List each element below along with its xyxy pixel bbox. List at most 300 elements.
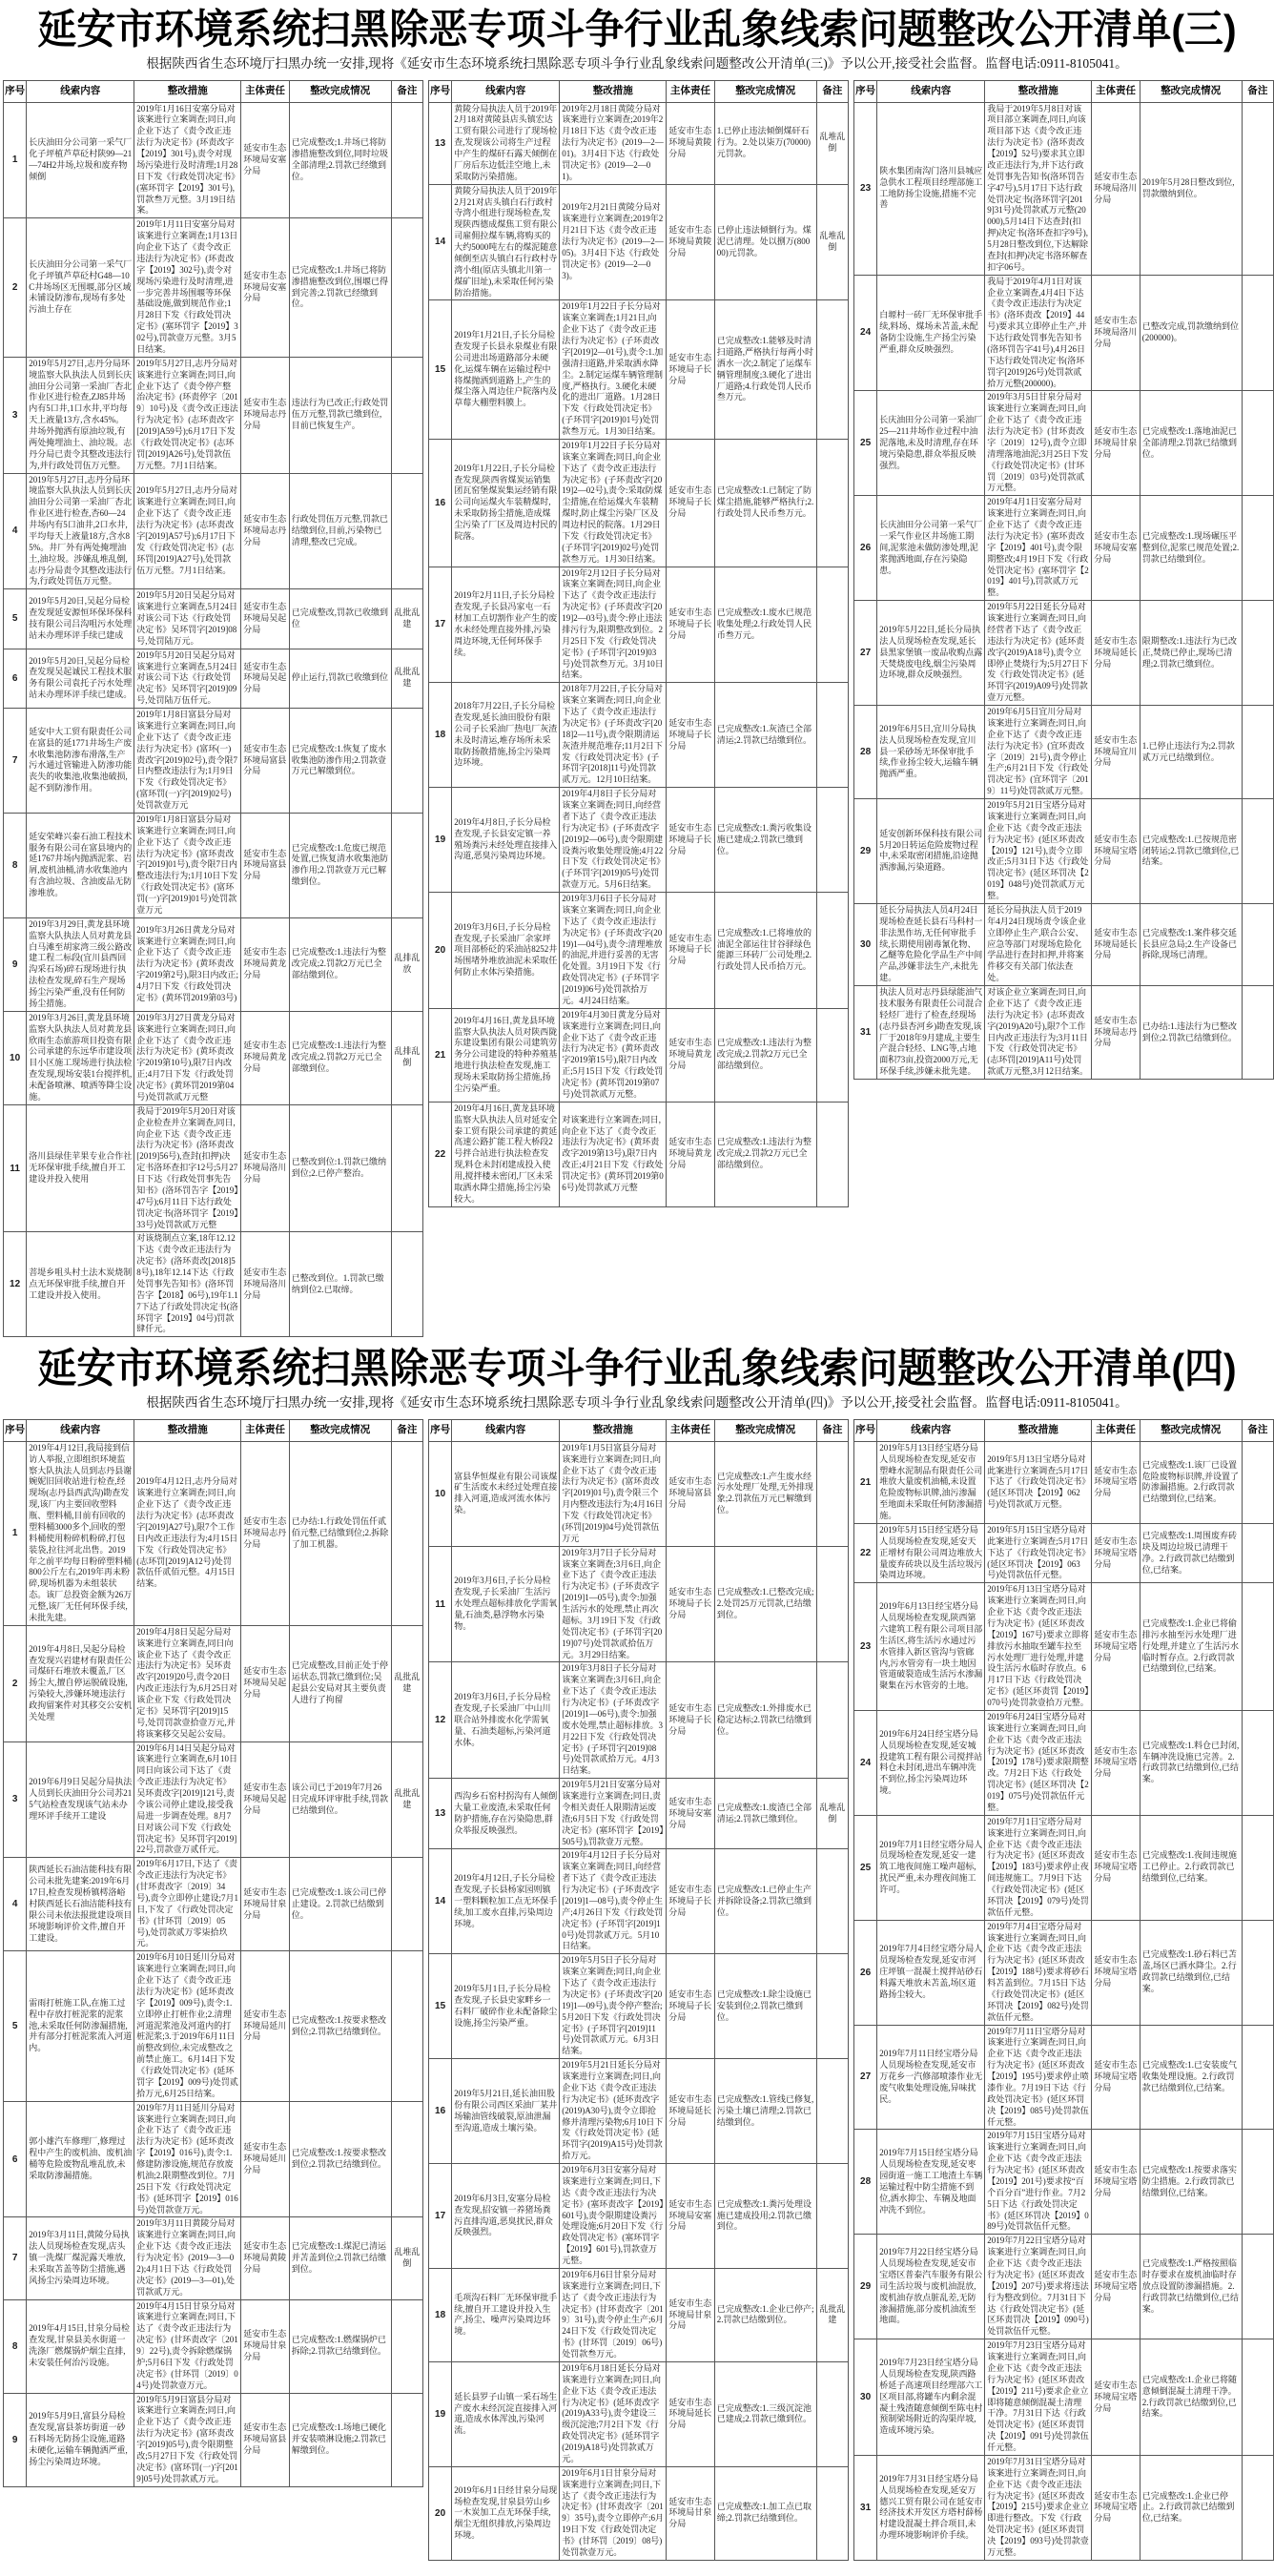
note-cell: 乱批乱建 — [391, 1625, 422, 1741]
row-number-cell: 18 — [429, 683, 452, 788]
responsibility-cell: 延安市生态环境局延川分局 — [241, 1951, 289, 2101]
row-number-cell: 24 — [854, 275, 877, 391]
status-cell: 已完成整改:1.危废已规范处置,已恢复清水收集池防渗作用;2.罚款壹万元已解缴到位。 — [289, 813, 391, 917]
status-cell: 已完成整改:1.按要求整改到位;2.罚款已结缴到位。 — [289, 1951, 391, 2101]
row-number-cell: 26 — [854, 1920, 877, 2025]
table-row — [4, 357, 423, 473]
table-row — [854, 2235, 1274, 2339]
responsibility-cell: 延安市生态环境局子长分局 — [667, 1546, 714, 1662]
note-cell — [1242, 1920, 1273, 2025]
table-header-row — [854, 80, 1274, 102]
measure-cell: 2019年1月8日富县分局对该案进行立案调查;同日,向企业下达了《责令改正违法行为决定书》(富环责改字[2019]01号),责令限7日内整改违法行为;1月10日下发《行政处罚决定书》(富环罚(一)字[2019]01号)处罚款壹万元 — [134, 813, 241, 917]
column-header: 备注 — [391, 80, 422, 102]
measure-cell: 2019年5月15日宝塔分局对此案进行立案调查;5月17日下达了《行政处罚决定书》(延区环罚决【2019】063号)处罚款伍仟元整。 — [985, 1523, 1092, 1582]
table-row — [429, 102, 849, 184]
status-cell: 已完成整改:1.废水已规范收集处理;2.行政处罚人民币叁万元。 — [714, 567, 816, 683]
clue-cell: 延长分局执法人员4月24日现场检查延长县石马科村一非法黑作坊,无任何审批手续,长期使用剧毒氰化物、乙醚等危险化学品生产中间产品,涉嫌非法生产,未批先建。 — [877, 903, 985, 985]
note-cell — [391, 218, 422, 358]
table-row — [4, 1858, 423, 1951]
note-cell — [816, 1102, 848, 1206]
responsibility-cell: 延安市生态环境局富县分局 — [241, 709, 289, 814]
status-cell: 已完成整改:1.外排废水已稳定达标;2.罚款已结缴到位。 — [714, 1662, 816, 1779]
note-cell — [816, 2361, 848, 2466]
table-row — [4, 473, 423, 589]
row-number-cell: 12 — [4, 1232, 27, 1337]
note-cell — [391, 1858, 422, 1951]
row-number-cell: 9 — [4, 2393, 27, 2486]
status-cell: 该公司已于2019年7月26日完成环评审批手续,罚款已结缴到位。 — [289, 1741, 391, 1858]
note-cell: 乱批乱建 — [816, 2268, 848, 2361]
column-header: 整改措施 — [560, 1419, 667, 1441]
column-header: 序号 — [854, 1419, 877, 1441]
measure-cell: 2019年3月8日子长分局对该案立案调查;3月6日,向企业下达了《责令改正违法行为决定书》(子环责改字[2019]1—06号),责令:加强废水处理,禁止超标排放。3月22日下发《行政处罚决定书》(子环罚字[2019]08号)处罚款贰拾万元。4月3日结案。 — [560, 1662, 667, 1779]
note-cell — [391, 2393, 422, 2486]
table-row — [854, 799, 1274, 904]
responsibility-cell: 延安市生态环境局富县分局 — [241, 813, 289, 917]
clue-cell: 2019年5月27日,志丹分局环境监察大队执法人员到长庆油田分公司第一采油厂杏北作业区进行检查,ZJ85井场内有5口井,1口水井,平均每天上液量13方,含水45%。井场外抛洒有原油垃圾,有两处掩埋油土、油垃圾。志丹分局已责令其整改违法行为,并行政处罚伍万元整。 — [27, 357, 134, 473]
measure-cell: 2019年6月5日宜川分局对该案进行立案调查;同日,向企业下达了《责令改正违法行为决定书》(宜环责改字〔2019〕21号),责令停止生产;6月21日下发《行政处罚决定书》(宜环罚字〔2019〕11号)处罚款贰万元整。 — [985, 706, 1092, 799]
column-header: 整改完成情况 — [289, 80, 391, 102]
notice-section-4 — [0, 1347, 1274, 2561]
row-number-cell: 24 — [854, 1710, 877, 1815]
measure-cell: 2019年5月9日富县分局对该案进行立案调查;同日,向企业下达了《责令改正违法行为决定书》(富环责改字[2019]05号),责令限期整改;5月27日下发《行政处罚决定书》(富环罚(一)字[2019]05号)处罚款贰万元。 — [134, 2393, 241, 2486]
clue-cell: 2019年5月27日,志丹分局环境监察大队执法人员到长庆油田分公司第一采油厂杏北作业区进行检查,杏60—24井场内有5口油井,2口水井,平均每天上液量18方,含水85%。井厂外有两处掩埋油土,油垃圾。涉嫌乱堆乱倒,志丹分局责令其整改违法行为,行政处罚伍万元整。 — [27, 473, 134, 589]
clue-cell: 2019年4月8日,子长分局检查发现,子长县安定镇一养殖场粪污未经处理直接排入沟道,恶臭污染周边环境。 — [452, 788, 560, 893]
status-cell: 已停止违法倾倒行为。煤泥已清理。处以捌万(80000)元罚款。 — [714, 184, 816, 300]
clue-cell: 2019年3月6日,子长分局检查发现,子长采油厂生活污水处理点超标排放化学需氧量,石油类,悬浮物水污染物。 — [452, 1546, 560, 1662]
column-header: 整改完成情况 — [714, 80, 816, 102]
measure-cell: 2019年6月10日延川分局对该案进行立案调查;同日,向企业下达了《责令改正违法行为决定书》(延环责改字【2019】009号),责令:1.立即停止打桩作业;2.清理河道泥浆池及河道内的打桩泥浆;3.于2019年6月11日前整改到位,未完成整改之前禁止施工。6月14日下发《行政处罚决定书》(延环罚字【2019】009号)处罚贰拾万元,6月25日结案。 — [134, 1951, 241, 2101]
note-cell — [391, 1232, 422, 1337]
table-row — [429, 2466, 849, 2560]
row-number-cell: 22 — [429, 1102, 452, 1206]
measure-cell: 我局于2019年5月8日对该项目部立案调查,同日,向该项目部下达《责令改正违法行为决定书》(洛环责改【2019】52号)要求其立即改正违法行为,并下达行政处罚事先告知书(洛环罚告字47号),5月17日下达行政处罚决定书(洛环罚字[2019]31号)处罚款贰万元整(20000),5月14日下达查封(扣押)决定书(洛环查扣字9号),5月28日整改到位,下达解除查封(扣押)决定书洛环解查扣字06号。 — [985, 102, 1092, 275]
row-number-cell: 31 — [854, 986, 877, 1080]
measure-cell: 2019年4月8日子长分局对该案立案调查;同日,向经营者下达了《责令改正违法行为决定书》(子环责改字[2019]2—06号),责令限期建设粪污收集处理设施;4月22日下发《行政处罚决定书》(子环罚字[2019]05号)处罚款壹万元。5月6日结案。 — [560, 788, 667, 893]
note-cell — [391, 813, 422, 917]
status-cell: 已完成整改:1.管线已修复,污染土壤已清理;2.罚款已结缴到位。 — [714, 2059, 816, 2164]
responsibility-cell: 延安市生态环境局宝塔分局 — [1092, 1815, 1140, 1920]
measure-cell: 2019年6月17日,下达了《责令改正违法行为决定书》(甘环责改字〔2019〕34号),责令立即停止建设;7月1日,下发了《行政处罚决定书》(甘环罚〔2019〕05号),处罚款贰万零柒拾玖元。 — [134, 1858, 241, 1951]
row-number-cell: 6 — [4, 2101, 27, 2217]
table-row — [4, 102, 423, 218]
responsibility-cell: 延安市生态环境局志丹分局 — [241, 473, 289, 589]
measure-cell: 2019年3月11日黄陵分局对该案进行立案调查;同日,向企业下达《责令改正违法行为决定书》(2019—3—02);4月1日下达《行政处罚决定书》(2019—3—01),处罚款贰万元。 — [134, 2217, 241, 2299]
table-row — [854, 2455, 1274, 2560]
status-cell: 已完成整改:1.废渣已全部清运;2.罚款已缴到位。 — [714, 1779, 816, 1849]
responsibility-cell: 延安市生态环境局吴起分局 — [241, 1625, 289, 1741]
measure-cell: 2019年3月7日子长分局对该案立案调查;3月6日,向企业下达了《责令改正违法行为决定书》(子环责改字[2019]1—05号),责令:加强生活污水的处理,禁止再次超标。3月19日下发《行政处罚决定书》(子环罚字[2019]07号)处罚款贰拾伍万元。3月29日结案。 — [560, 1546, 667, 1662]
table-row — [4, 218, 423, 358]
note-cell: 乱堆乱倒 — [816, 184, 848, 300]
notice-table — [0, 1419, 1274, 2561]
table-row — [429, 893, 849, 1009]
table-row — [4, 1104, 423, 1232]
row-number-cell: 19 — [429, 788, 452, 893]
clue-cell: 2019年5月15日经宝塔分局人员现场检查发现,延安天正增材有限公司周边堆放大量废弃砖块以及生活垃圾污染周边环境。 — [877, 1523, 985, 1582]
row-number-cell: 16 — [429, 439, 452, 567]
column-header: 线索内容 — [877, 1419, 985, 1441]
clue-cell: 陕西延长石油洁能科技有限公司未批先建案:2019年6月17日,检查发现桥镇樗洛峪村陕西延长石油洁能科技有限公司未依法报批建设项目环境影响评价文件,擅自开工建设。 — [27, 1858, 134, 1951]
note-cell — [1242, 1815, 1273, 1920]
clue-cell: 2019年6月24日经宝塔分局人员现场检查发现,延安城投建筑工程有限公司搅拌站料仓未封闭,进出车辆冲洗不到位,扬尘污染周边环境。 — [877, 1710, 985, 1815]
clue-cell: 陕水集团南沟门洛川县城应急供水工程项目经理部施工工地防扬尘设施,措施不完善 — [877, 102, 985, 275]
column-header: 备注 — [816, 1419, 848, 1441]
status-cell: 已完成整改:1.已将堆放的油泥全部运往甘谷驿绿色能源三环砖厂公司处理;2.行政处罚人民币拾万元。 — [714, 893, 816, 1009]
row-number-cell: 20 — [429, 893, 452, 1009]
column-header: 序号 — [4, 1419, 27, 1441]
table-row — [4, 1951, 423, 2101]
responsibility-cell: 延安市生态环境局子长分局 — [667, 788, 714, 893]
clue-cell: 洛川县绿佳苹果专业合作社无环保审批手续,擅自开工建设并投入使用 — [27, 1104, 134, 1232]
measure-cell: 2018年7月22日,子长分局对该案立案调查;同日,向企业下达了《责令改正违法行为决定书》(子环责改字[2018]2—11号),责令限期清运灰渣并规范堆存;11月2日下发《行政处罚决定书》(子环罚字[2018]11号)处罚款贰万元。12月10日结案。 — [560, 683, 667, 788]
responsibility-cell: 延安市生态环境局宝塔分局 — [1092, 1583, 1140, 1711]
responsibility-cell: 延安市生态环境局黄龙分局 — [241, 917, 289, 1011]
responsibility-cell: 延安市生态环境局甘泉分局 — [667, 2268, 714, 2361]
table-row — [429, 2361, 849, 2466]
table-row — [429, 1102, 849, 1206]
status-cell: 已完成整改:1.加工点已取缔;2.罚款已结缴到位。 — [714, 2466, 816, 2560]
row-number-cell: 8 — [4, 2299, 27, 2393]
responsibility-cell: 延安市生态环境局子长分局 — [667, 1662, 714, 1779]
measure-cell: 2019年7月22日宝塔分局对该案进行立案调查;同日,向企业下达《责令改正违法行为决定书》(延区环责改【2019】207号)要求将违法行为整改到位。7月31日下达《行政处罚决定书》(延区环责罚决【2019】090号)处罚款伍仟元整。 — [985, 2235, 1092, 2339]
table-row — [854, 2339, 1274, 2456]
status-cell: 已完成整改:1.严格按照临时存要求在废机油临时存放点设置防渗漏措施。2.行政罚款已结缴到位,已结案。 — [1140, 2235, 1242, 2339]
column-header: 线索内容 — [452, 1419, 560, 1441]
clue-cell: 2019年4月16日,黄龙县环境监察大队执法人员对陕西陇东建设集团有限公司建筑劳务分公司建设的特种养殖基地进行执法检查发现,施工现场未采取防扬尘措施,扬尘污染严重。 — [452, 1008, 560, 1102]
table-row — [854, 496, 1274, 601]
responsibility-cell: 延安市生态环境局志丹分局 — [241, 357, 289, 473]
notice-title: 延安市环境系统扫黑除恶专项斗争行业乱象线索问题整改公开清单(三) — [37, 6, 1237, 53]
responsibility-cell: 延安市生态环境局甘泉分局 — [241, 2299, 289, 2393]
responsibility-cell: 延安市生态环境局黄龙分局 — [667, 1008, 714, 1102]
table-row — [429, 567, 849, 683]
responsibility-cell: 延安市生态环境局宝塔分局 — [1092, 2455, 1140, 2560]
status-cell: 已完成整改:1.该公司已停止建设。2.罚款已结缴到位。 — [289, 1858, 391, 1951]
note-cell: 乱批乱建 — [391, 589, 422, 649]
clue-cell: 2019年2月11日,子长分局检查发现,子长县冯家屯一石材加工点切割作业产生的废水未经处理直接外排,污染周边环境,无任何环保手续。 — [452, 567, 560, 683]
measure-cell: 2019年4月12日子长分局对该案立案调查;同日,向经营者下达了《责令改正违法行为决定书》(子环责改字[2019]1—08号),责令停止生产;4月26日下发《行政处罚决定书》(子环罚字[2019]10号)处罚款贰万元。5月10日结案。 — [560, 1849, 667, 1954]
status-cell: 已完成整改:1.违法行为整改完成;2.罚款2万元已全部缴到位。 — [289, 1011, 391, 1104]
table-row — [4, 1232, 423, 1337]
clue-cell: 2019年5月1日,子长分局检查发现,子长县史家畔乡一石料厂破碎作业未配备除尘设施,扬尘污染严重。 — [452, 1954, 560, 2059]
row-number-cell: 23 — [854, 102, 877, 275]
table-row — [4, 1741, 423, 1858]
status-cell: 已完成整改:1.企业已停产;2.罚款已结缴到位。 — [714, 2268, 816, 2361]
responsibility-cell: 延安市生态环境局富县分局 — [667, 1441, 714, 1546]
row-number-cell: 7 — [4, 709, 27, 814]
note-cell — [1242, 496, 1273, 601]
measure-cell: 2019年5月5日子长分局对该案立案调查;同日,向企业下达了《责令改正违法行为决定书》(子环责改字[2019]1—09号),责令停产整治;5月20日下发《行政处罚决定书》(子环罚字[2019]11号)处罚款贰万元。6月3日结案。 — [560, 1954, 667, 2059]
table-row — [854, 1815, 1274, 1920]
status-cell: 已完成整改:1.能够及时清扫道路,严格执行每两小时洒水一次;2.制定了运煤车辆管理制度;3.硬化了进出厂道路;4.行政处罚人民币叁万元。 — [714, 300, 816, 440]
row-number-cell: 8 — [4, 813, 27, 917]
clue-cell: 2019年7月4日经宝塔分局人员现场检查发现,延安市河庄坪镇一混凝土搅拌站砂石料露天堆放未苫盖,场区道路扬尘较大。 — [877, 1920, 985, 2025]
table-group — [853, 1419, 1274, 2561]
responsibility-cell: 延安市生态环境局子长分局 — [667, 683, 714, 788]
status-cell: 已完成整改:1.违法行为整改完成;2.罚款2万元已全部结缴到位。 — [714, 1008, 816, 1102]
clue-cell: 长庆油田分公司第一采气厂化子坪植芦草砭村陕99—21—74H2井场,垃圾和废弃物倾倒 — [27, 102, 134, 218]
clue-cell: 2019年4月12日,我局接到信访人举报,立即组织环境监察大队执法人员到志丹县谢婉妮旧回收站进行检查,经现场(志丹县西武沟)勘查发现,该厂内主要回收塑料瓶、塑料桶,目前有回收的塑料桶3000多个,回收的塑料桶使用粉碎机粉碎,打包装袋,拉往河北出售。2019年之前平均每日粉碎塑料桶800公斤左右,2019年再未粉碎,现场机器为未组装状态。该厂总投资金额为26万元整,该厂无任何环保手续,未批先建。 — [27, 1441, 134, 1625]
rectification-table — [428, 80, 849, 1207]
note-cell — [816, 439, 848, 567]
measure-cell: 2019年1月16日安塞分局对该案进行立案调查;同日,向企业下达了《责令改正违法行为决定书》(环责改字【2019】301号),责令对现场污染进行及时清理;1月28日下发《行政处罚决定书》(塞环罚字【2019】301号),罚款叁万元整。3月19日结案。 — [134, 102, 241, 218]
status-cell: 已完成整改:1.企业已停止。2.行政罚款已结缴到位,已结案。 — [1140, 2455, 1242, 2560]
note-cell — [1242, 1710, 1273, 1815]
responsibility-cell: 延安市生态环境局甘泉分局 — [241, 1858, 289, 1951]
column-header: 整改措施 — [985, 80, 1092, 102]
measure-cell: 2019年6月18日延长分局对该案进行立案调查;同日,向企业下达《责令改正违法行为决定书》(延环责改字(2019)A33号),责令建设三级沉淀池;7月2日下发《行政处罚决定书》(延环罚字(2019)A18号)处罚款贰万元。 — [560, 2361, 667, 2466]
status-cell: 已完成整改:1.恢复了废水收集池防渗作用;2.罚款壹万元已解缴到位。 — [289, 709, 391, 814]
responsibility-cell: 延安市生态环境局吴起分局 — [241, 589, 289, 649]
row-number-cell: 5 — [4, 1951, 27, 2101]
measure-cell: 2019年7月31日宝塔分局对该案进行立案调查;同日,向企业下达《责令改正违法行为决定书》(延区环责改【2019】215号)要求企业立即进行整改。下发《行政处罚决定书》(延区环责罚决【2019】093号)处罚款壹万元整。 — [985, 2455, 1092, 2560]
clue-cell: 2019年6月9日吴起分局执法人员到长庆油田分公司苏215气站检查发现该气站未办理环评手续开工建设 — [27, 1741, 134, 1858]
row-number-cell: 12 — [429, 1662, 452, 1779]
measure-cell: 对该烧制点立案,18年12.12下达《责令改正违法行为决定书》(洛环责改[2018]58号),18年12.14下达《行政处罚事先告知书》(洛环罚告字【2018】06号),19年1.17下达了行政处罚决定书(洛环罚字【2019】04号)罚款肆仟元。 — [134, 1232, 241, 1337]
responsibility-cell: 延安市生态环境局黄陵分局 — [667, 102, 714, 184]
responsibility-cell: 延安市生态环境局宝塔分局 — [1092, 1523, 1140, 1582]
column-header: 整改措施 — [134, 80, 241, 102]
status-cell: 已完成整改:1.三级沉淀池已建成;2.罚款已缴到位。 — [714, 2361, 816, 2466]
table-group — [3, 80, 423, 1338]
status-cell: 行政处罚伍万元整,罚款已结缴到位,目前,污染物已清理,整改已完成。 — [289, 473, 391, 589]
note-cell — [816, 300, 848, 440]
responsibility-cell: 延安市生态环境局延长分局 — [667, 2059, 714, 2164]
row-number-cell: 30 — [854, 903, 877, 985]
note-cell — [1242, 1523, 1273, 1582]
row-number-cell: 28 — [854, 2130, 877, 2235]
clue-cell: 黄陵分局执法人员于2019年2月21对店头镇白石行政村寺湾小组进行现场检查,发现陕西德成煤焦工贸有限公司雇佣拉煤车辆,将购买的大约5000吨左右的煤泥随意倾倒至店头镇白石行政村寺湾小组(原店头镇北川第一煤矿旧址),未采取任何污染防治措施。 — [452, 184, 560, 300]
note-cell — [391, 1104, 422, 1232]
clue-cell: 长庆油田分公司第一采油厂25—211井场作业过程中油泥落地,未及时清理,存在环境污染隐患,群众举报反映强烈。 — [877, 391, 985, 496]
status-cell: 已完成整改:1.违法行为整改完成;2.罚款2万元已全部结缴到位。 — [714, 1102, 816, 1206]
table-row — [4, 1625, 423, 1741]
status-cell: 1.已停止违法行为;2.罚款贰万元已结缴到位。 — [1140, 706, 1242, 799]
note-cell — [1242, 275, 1273, 391]
note-cell: 乱堆乱倒 — [816, 102, 848, 184]
row-number-cell: 17 — [429, 2164, 452, 2269]
status-cell: 已完成整改,罚款已收缴到位 — [289, 589, 391, 649]
clue-cell: 郭小雄汽车修理厂,修理过程中产生的废机油、废机油桶等危险废物乱堆乱放,未采取防渗漏措施。 — [27, 2101, 134, 2217]
responsibility-cell: 延安市生态环境局洛川分局 — [241, 1104, 289, 1232]
table-header-row — [4, 1419, 423, 1441]
row-number-cell: 14 — [429, 1849, 452, 1954]
responsibility-cell: 延安市生态环境局延川分局 — [241, 2101, 289, 2217]
responsibility-cell: 延安市生态环境局志丹分局 — [1092, 986, 1140, 1080]
status-cell: 已完成整改:1.该厂已设置危险废物标识牌,并设置了防渗漏措施。2.行政罚款已结缴到位,已结案。 — [1140, 1441, 1242, 1523]
clue-cell: 西沟乡石窑村拐沟有人倾倒大量工业废渣,未采取任何防护措施,存在污染隐患,群众举报反映强烈。 — [452, 1779, 560, 1849]
clue-cell: 2019年3月29日,黄龙县环境监察大队执法人员对黄龙县白马滩至胡家湾三级公路改建工程二标段(宜川县西回沟采石场)碎石现场进行执法检查发现,碎石生产现场扬尘污染严重,没有任何防扬尘措施。 — [27, 917, 134, 1011]
responsibility-cell: 延安市生态环境局宝塔分局 — [1092, 799, 1140, 904]
rectification-table — [3, 80, 423, 1338]
note-cell — [816, 683, 848, 788]
clue-cell: 2019年3月11日,黄陵分局执法人员现场检查发现,店头镇一洗煤厂煤泥露天堆放,未采取苫盖等防尘措施,遇风扬尘污染周边环境。 — [27, 2217, 134, 2299]
measure-cell: 2019年2月18日黄陵分局对该案进行立案调查;2019年2月18日下达《责令改正违法行为决定书》(2019—2—01)。3月4日下达《行政处罚决定书》(2019—2—01)。 — [560, 102, 667, 184]
responsibility-cell: 延安市生态环境局安塞分局 — [1092, 496, 1140, 601]
responsibility-cell: 延安市生态环境局安塞分局 — [667, 1779, 714, 1849]
row-number-cell: 4 — [4, 1858, 27, 1951]
notice-intro: 根据陕西省生态环境厅扫黑办统一安排,现将《延安市生态环境系统扫黑除恶专项斗争行业乱象线索问题整改公开清单(三)》予以公开,接受社会监督。监督电话:0911-8105041。 — [146, 56, 1128, 72]
row-number-cell: 19 — [429, 2361, 452, 2466]
note-cell: 乱排乱倒 — [391, 1011, 422, 1104]
row-number-cell: 6 — [4, 649, 27, 708]
table-row — [429, 300, 849, 440]
table-row — [4, 709, 423, 814]
status-cell: 已完成整改:1.已整改完成;2.处罚25万元罚款,已结缴到位。 — [714, 1546, 816, 1662]
status-cell: 已完成整改:1.粪污处理设施已建成投用;2.罚款已缴到位。 — [714, 2164, 816, 2269]
clue-cell: 2019年7月11日经宝塔分局人员现场检查发现,延安市万花乡一汽修部喷漆作业无废气收集处理设施,异味扰民。 — [877, 2025, 985, 2130]
table-row — [854, 1710, 1274, 1815]
row-number-cell: 1 — [4, 102, 27, 218]
measure-cell: 2019年6月13日宝塔分局对该案进行立案调查;同日,向企业下达《责令改正违法行为决定书》(延区环责改【2019】167号)要求立即将排放污水抽取至罐车拉至污水处理厂进行处理,并建设生活污水临时存放点。6月17日下达《行政处罚决定书》(延区环责罚【2019】070号)处罚款壹拾万元整。 — [985, 1583, 1092, 1711]
clue-cell: 2019年4月12日,子长分局检查发现,子长县杨家园则镇一塑料颗粒加工点无环保手续,加工废水直排,污染周边环境。 — [452, 1849, 560, 1954]
measure-cell: 2019年5月20日吴起分局对该案进行立案调查,5月24日对该公司下达《行政处罚决定书》吴环罚字[2019]09号,处罚陆万伍仟元。 — [134, 649, 241, 708]
responsibility-cell: 延安市生态环境局宝塔分局 — [1092, 1710, 1140, 1815]
table-row — [854, 2025, 1274, 2130]
table-row — [4, 2217, 423, 2299]
clue-cell: 2019年4月15日,甘泉分局检查发现,甘泉县美水街道一洗涤厂燃煤锅炉烟尘直排,未安装任何治污设施。 — [27, 2299, 134, 2393]
measure-cell: 2019年3月27日黄龙分局对该案进行立案调查;同日,向企业下达了《责令改正违法行为决定书》(黄环责改字2019第10号),限7日内改正;4月7日下发《行政处罚决定书》(黄环罚2019第04号)处罚款贰万元整 — [134, 1011, 241, 1104]
status-cell: 已完成整改:1.企业已将偷排污水抽至污水处理厂进行处理,并建立了生活污水临时暂存点。2.行政罚款已结缴到位,已结案。 — [1140, 1583, 1242, 1711]
status-cell: 已办结:1.行政处罚伍仟贰佰元整,已结缴到位;2.拆除了加工机器。 — [289, 1441, 391, 1625]
table-header-row — [854, 1419, 1274, 1441]
note-cell — [391, 709, 422, 814]
status-cell: 已完成整改:1.已安装废气收集处理设施。2.行政罚款已结缴到位,已结案。 — [1140, 2025, 1242, 2130]
rectification-table — [3, 1419, 423, 2487]
status-cell: 已完成整改:1.案件移交延长县应急局;2.生产设备已拆除,现场已清理。 — [1140, 903, 1242, 985]
status-cell: 已完成整改:1.按要求整改到位;2.罚款已结缴到位。 — [289, 2101, 391, 2217]
note-cell — [391, 2101, 422, 2217]
responsibility-cell: 延安市生态环境局富县分局 — [241, 2393, 289, 2486]
column-header: 线索内容 — [27, 80, 134, 102]
row-number-cell: 11 — [429, 1546, 452, 1662]
status-cell: 已完成整改:1.周围废弃砖块及周边垃圾已清理干净。2.行政罚款已结缴到位,已结案。 — [1140, 1523, 1242, 1582]
table-row — [854, 986, 1274, 1080]
status-cell: 已完成整改:1.燃煤锅炉已拆除;2.罚款已结缴到位。 — [289, 2299, 391, 2393]
responsibility-cell: 延安市生态环境局黄陵分局 — [241, 2217, 289, 2299]
row-number-cell: 14 — [429, 184, 452, 300]
status-cell: 违法行为已改正;行政处罚伍万元整,罚款已缴到位,目前已恢复生产。 — [289, 357, 391, 473]
status-cell: 已完成整改:1.已按规范密闭转运;2.罚款已缴到位,已结案。 — [1140, 799, 1242, 904]
measure-cell: 2019年3月26日黄龙分局对该案进行立案调查;同日,向企业下达了《责令改正违法行为决定书》(黄环责改字2019第2号),限3日内改正;4月7日下发《行政处罚决定书》(黄环罚2019第03号) — [134, 917, 241, 1011]
table-row — [429, 2059, 849, 2164]
note-cell — [816, 1008, 848, 1102]
note-cell — [1242, 903, 1273, 985]
column-header: 备注 — [1242, 1419, 1273, 1441]
clue-cell: 2019年1月21日,子长分局检查发现子长县永泉煤业有限公司进出场道路部分未硬化,运煤车辆在运输过程中将煤抛洒到道路上,产生的煤尘落入周边住户院落内及草莓大棚塑料膜上。 — [452, 300, 560, 440]
note-cell — [1242, 799, 1273, 904]
measure-cell: 2019年7月11日延川分局对该案进行立案调查;同日,向企业下达了《责令改正违法行为决定书》(延环责改字【2019】016号),责令:1.修建防渗设施,规范存放废机油;2.限期整改到位。7月25日下发《行政处罚决定书》(延环罚字【2019】016号)处罚款壹万元。 — [134, 2101, 241, 2217]
row-number-cell: 27 — [854, 2025, 877, 2130]
clue-cell: 2019年5月20日,吴起分局检查发现吴起诚民工程技术服务有限公司袁托子污水处理站未办理环评手续已建成。 — [27, 649, 134, 708]
clue-cell: 2019年4月8日,吴起分局检查发现兴岩建材有限责任公司煤矸石堆放未覆盖,厂区扬尘大,擅自停运脱硫设施,污染较大,涉嫌环境违法行政拘留案件对其移交公安机关处理 — [27, 1625, 134, 1741]
note-cell — [1242, 2130, 1273, 2235]
table-row — [429, 1546, 849, 1662]
row-number-cell: 3 — [4, 357, 27, 473]
responsibility-cell: 延安市生态环境局子长分局 — [667, 567, 714, 683]
clue-cell: 2018年7月22日,子长分局检查发现,延长油田股份有限公司子长采油厂热电厂灰渣未及时清运,堆存场所未采取防扬散措施,扬尘污染周边环境。 — [452, 683, 560, 788]
status-cell: 已整改到位。1.罚款已缴纳到位2.已取缔。 — [289, 1232, 391, 1337]
row-number-cell: 22 — [854, 1523, 877, 1582]
row-number-cell: 11 — [4, 1104, 27, 1232]
column-header: 备注 — [1242, 80, 1273, 102]
clue-cell: 2019年1月22日,子长分局检查发现,陕西省煤炭运销集团瓦窑堡煤炭集运经销有限公司向运煤火车装精煤时,未采取防扬尘措施,造成煤尘污染了厂区及周边村民的院落。 — [452, 439, 560, 567]
status-cell: 已完成整改;1.井场已将防渗措施整改到位,围堰已得到完善;2.罚款已经缴到位。 — [289, 218, 391, 358]
status-cell: 已完成整改;1.井场已将防渗措施整改到位,同时垃圾全部清理;2.罚款已经缴到位。 — [289, 102, 391, 218]
note-cell: 乱批乱建 — [391, 1741, 422, 1858]
row-number-cell: 5 — [4, 589, 27, 649]
rectification-table — [853, 1419, 1274, 2561]
table-row — [429, 1779, 849, 1849]
clue-cell: 长庆油田分公司第一采气厂一采气作业区井场施工期间,泥浆池未做防渗处理,泥浆抛洒地面,存在污染隐患。 — [877, 496, 985, 601]
column-header: 主体责任 — [667, 1419, 714, 1441]
note-cell — [816, 1662, 848, 1779]
status-cell: 已完成整改:1.场地已硬化并安装喷淋设施;2.罚款已解缴到位。 — [289, 2393, 391, 2486]
clue-cell: 2019年3月6日,子长分局检查发现,子长采油厂中山川联合站外排废水化学需氧量、石油类超标,污染河道水体。 — [452, 1662, 560, 1779]
measure-cell: 2019年6月1日甘泉分局对该案进行立案调查;同日,下达了《责令改正违法行为决定书》(甘环责改字〔2019〕35号),责令立即停产;6月19日下发《行政处罚决定书》(甘环罚〔2019〕08号)处罚款壹万元。 — [560, 2466, 667, 2560]
table-row — [854, 1583, 1274, 1711]
measure-cell: 2019年1月11日安塞分局对该案进行立案调查;1月13日向企业下达了《责令改正违法行为决定书》(环责改字【2019】302号),责令对现场污染进行及时清理,进一步完善井场围堰等环保基础设施,做到规范作业;1月28日下发《行政处罚决定书》(塞环罚字【2019】302号),罚款壹万元整。3月5日结案。 — [134, 218, 241, 358]
row-number-cell: 7 — [4, 2217, 27, 2299]
responsibility-cell: 延安市生态环境局洛川分局 — [1092, 102, 1140, 275]
clue-cell: 菩堤乡咀头村土法木炭烧制点无环保审批手续,擅自开工建设并投入使用。 — [27, 1232, 134, 1337]
note-cell — [391, 357, 422, 473]
column-header: 主体责任 — [241, 80, 289, 102]
row-number-cell: 23 — [854, 1583, 877, 1711]
row-number-cell: 17 — [429, 567, 452, 683]
responsibility-cell: 延安市生态环境局黄龙分局 — [241, 1011, 289, 1104]
note-cell — [816, 2164, 848, 2269]
note-cell — [816, 1441, 848, 1546]
measure-cell: 2019年1月22日子长分局对该案立案调查;1月21日,向企业下达了《责令改正违法行为决定书》(子环责改字[2019]2—01号),责令:1.加强清扫道路,并采取洒水降尘。2.制定运煤车辆管理制度,严格执行。3.硬化未硬化的进出厂道路。1月28日下发《行政处罚决定书》(子环罚字[2019]01号)处罚款叁万元。1月30日结案。 — [560, 300, 667, 440]
clue-cell: 雷雨打桩施工队,在施工过程中存放打桩泥浆的泥浆池,未采取任何防渗漏措施,并有部分打桩泥浆流入河道内。 — [27, 1951, 134, 2101]
status-cell: 已完成整改:1.煤泥已清运并苫盖到位;2.罚款已结缴到位。 — [289, 2217, 391, 2299]
note-cell — [391, 1951, 422, 2101]
responsibility-cell: 延安市生态环境局黄龙分局 — [667, 1102, 714, 1206]
measure-cell: 2019年4月12日,志丹分局对该案进行立案调查;同日,向企业下达了《责令改正违法行为决定书》(志环责改字[2019]A27号),限7个工作日内改正违法行为;4月15日下发《行政处罚决定书》(志环罚[2019]A12号)处罚款伍仟贰佰元整。4月15日结案。 — [134, 1441, 241, 1625]
clue-cell: 2019年6月1日经甘泉分局现场检查发现,甘泉县劳山乡一木炭加工点无环保手续,烟尘无组织排放,污染周边环境。 — [452, 2466, 560, 2560]
note-cell — [816, 567, 848, 683]
responsibility-cell: 延安市生态环境局甘泉分局 — [1092, 391, 1140, 496]
clue-cell: 长庆油田分公司第一采气厂化子坪镇芦草砭村G48—10C井场场区无围堰,部分区域未铺设防渗布,现场有多处污油土存在 — [27, 218, 134, 358]
responsibility-cell: 延安市生态环境局安塞分局 — [667, 2164, 714, 2269]
table-header-row — [4, 80, 423, 102]
responsibility-cell: 延安市生态环境局延长分局 — [667, 2361, 714, 2466]
status-cell: 2019年5月28日整改到位,罚款缴纳到位。 — [1140, 102, 1242, 275]
table-group — [853, 80, 1274, 1338]
measure-cell: 2019年3月5日甘泉分局对该案进行立案调查;同日,向企业下达了《责令改正违法行为决定书》(甘环责改字〔2019〕12号),责令立即清理落地油泥;3月25日下发《行政处罚决定书》(甘环罚〔2019〕03号)处罚款贰万元整。 — [985, 391, 1092, 496]
table-row — [854, 1523, 1274, 1582]
row-number-cell: 20 — [429, 2466, 452, 2560]
column-header: 线索内容 — [877, 80, 985, 102]
clue-cell: 富县华恒煤业有限公司该煤矿生活废水未经过处理直接排入河道,造成河流水体污染。 — [452, 1441, 560, 1546]
responsibility-cell: 延安市生态环境局宝塔分局 — [1092, 2339, 1140, 2456]
table-row — [4, 649, 423, 708]
measure-cell: 延长分局执法人员于2019年4月24日现场责令该企业立即停止生产,联合公安、应急等部门对现场危险化学品进行查封扣押,并将案件移交有关部门依法查处。 — [985, 903, 1092, 985]
note-cell: 乱排乱放 — [391, 917, 422, 1011]
note-cell — [391, 1441, 422, 1625]
note-cell: 乱堆乱倒 — [816, 1779, 848, 1849]
row-number-cell: 15 — [429, 300, 452, 440]
status-cell: 已完成整改:1.料仓已封闭,车辆冲洗设施已完善。2.行政罚款已结缴到位,已结案。 — [1140, 1710, 1242, 1815]
clue-cell: 延安荣峰兴泰石油工程技术服务有限公司在富县境内的延1767井场内抛洒泥浆、岩屑,废机油桶,清水收集池内有含油垃圾、含油废品无防渗堆放。 — [27, 813, 134, 917]
note-cell — [1242, 601, 1273, 706]
row-number-cell: 2 — [4, 218, 27, 358]
status-cell: 已完成整改:1.夜间违规施工已停止。2.行政罚款已结缴到位,已结案。 — [1140, 1815, 1242, 1920]
measure-cell: 我局于2019年5月20日对该企业检查并立案调查,同日,向企业下达《责令改正违法行为决定书》(洛环责改[2019]56号),查封(扣押)决定书洛环查扣字12号;5月27日下达《行政处罚事先告知书》(洛环罚告字【2019】47号);6月11日下达行政处罚决定书(洛环罚字【2019】33号)处罚款贰万元整 — [134, 1104, 241, 1232]
clue-cell: 延安中大工贸有限责任公司在富县的延1771井场生产废水收集池防渗布滑落,生产污水通过管输进入防渗功能丧失的收集池,收集池破损,起不到防渗作用。 — [27, 709, 134, 814]
